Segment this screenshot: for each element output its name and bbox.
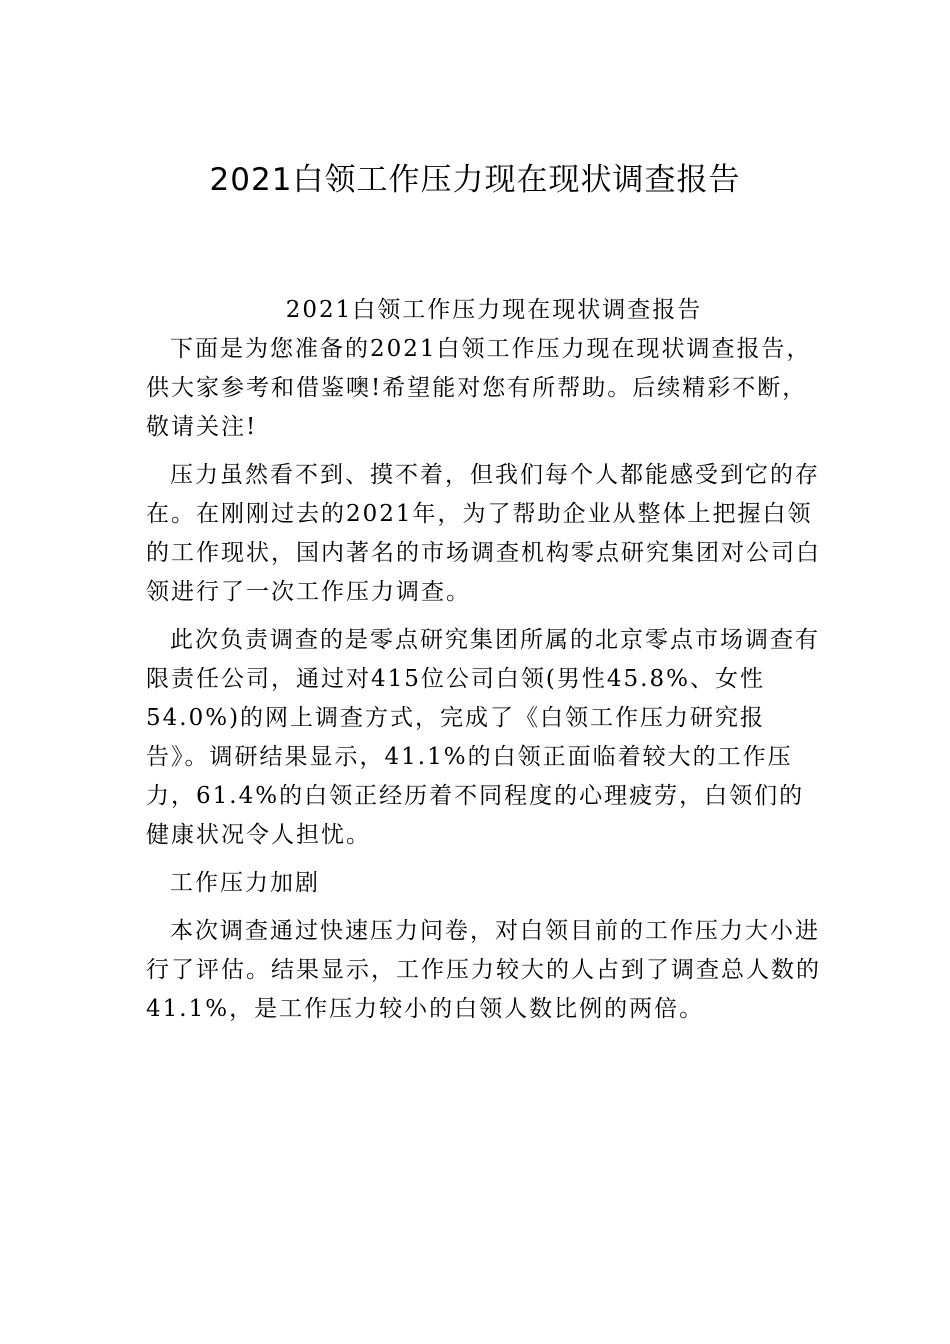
document-subtitle: 2021白领工作压力现在现状调查报告 [285, 297, 703, 323]
paragraph-intro: 下面是为您准备的2021白领工作压力现在现状调查报告，供大家参考和借鉴噢!希望能对您有所帮助。后续精彩不断，敬请关注! [146, 336, 812, 440]
paragraph-pressure: 压力虽然看不到、摸不着，但我们每个人都能感受到它的存在。在刚刚过去的2021年，为了帮助企业从整体上把握白领的工作现状，国内著名的市场调查机构零点研究集团对公司白领进行了一次工作压力调查。 [146, 462, 821, 605]
paragraph-section: 本次调查通过快速压力问卷，对白领目前的工作压力大小进行了评估。结果显示，工作压力较大的人占到了调查总人数的41.1%，是工作压力较小的白领人数比例的两倍。 [146, 918, 821, 1022]
section-heading: 工作压力加剧 [170, 870, 320, 896]
paragraph-survey: 此次负责调查的是零点研究集团所属的北京零点市场调查有限责任公司，通过对415位公司白领(男性45.8%、女性54.0%)的网上调查方式，完成了《白领工作压力研究报告》。调研结果显示，41.1%的白领正面临着较大的工作压力，61.4%的白领正经历着不同程度的心理疲劳，白领们的健康状况令人担忧。 [146, 627, 820, 848]
document-title: 2021白领工作压力现在现状调查报告 [209, 162, 741, 198]
document-body [146, 291, 822, 1029]
